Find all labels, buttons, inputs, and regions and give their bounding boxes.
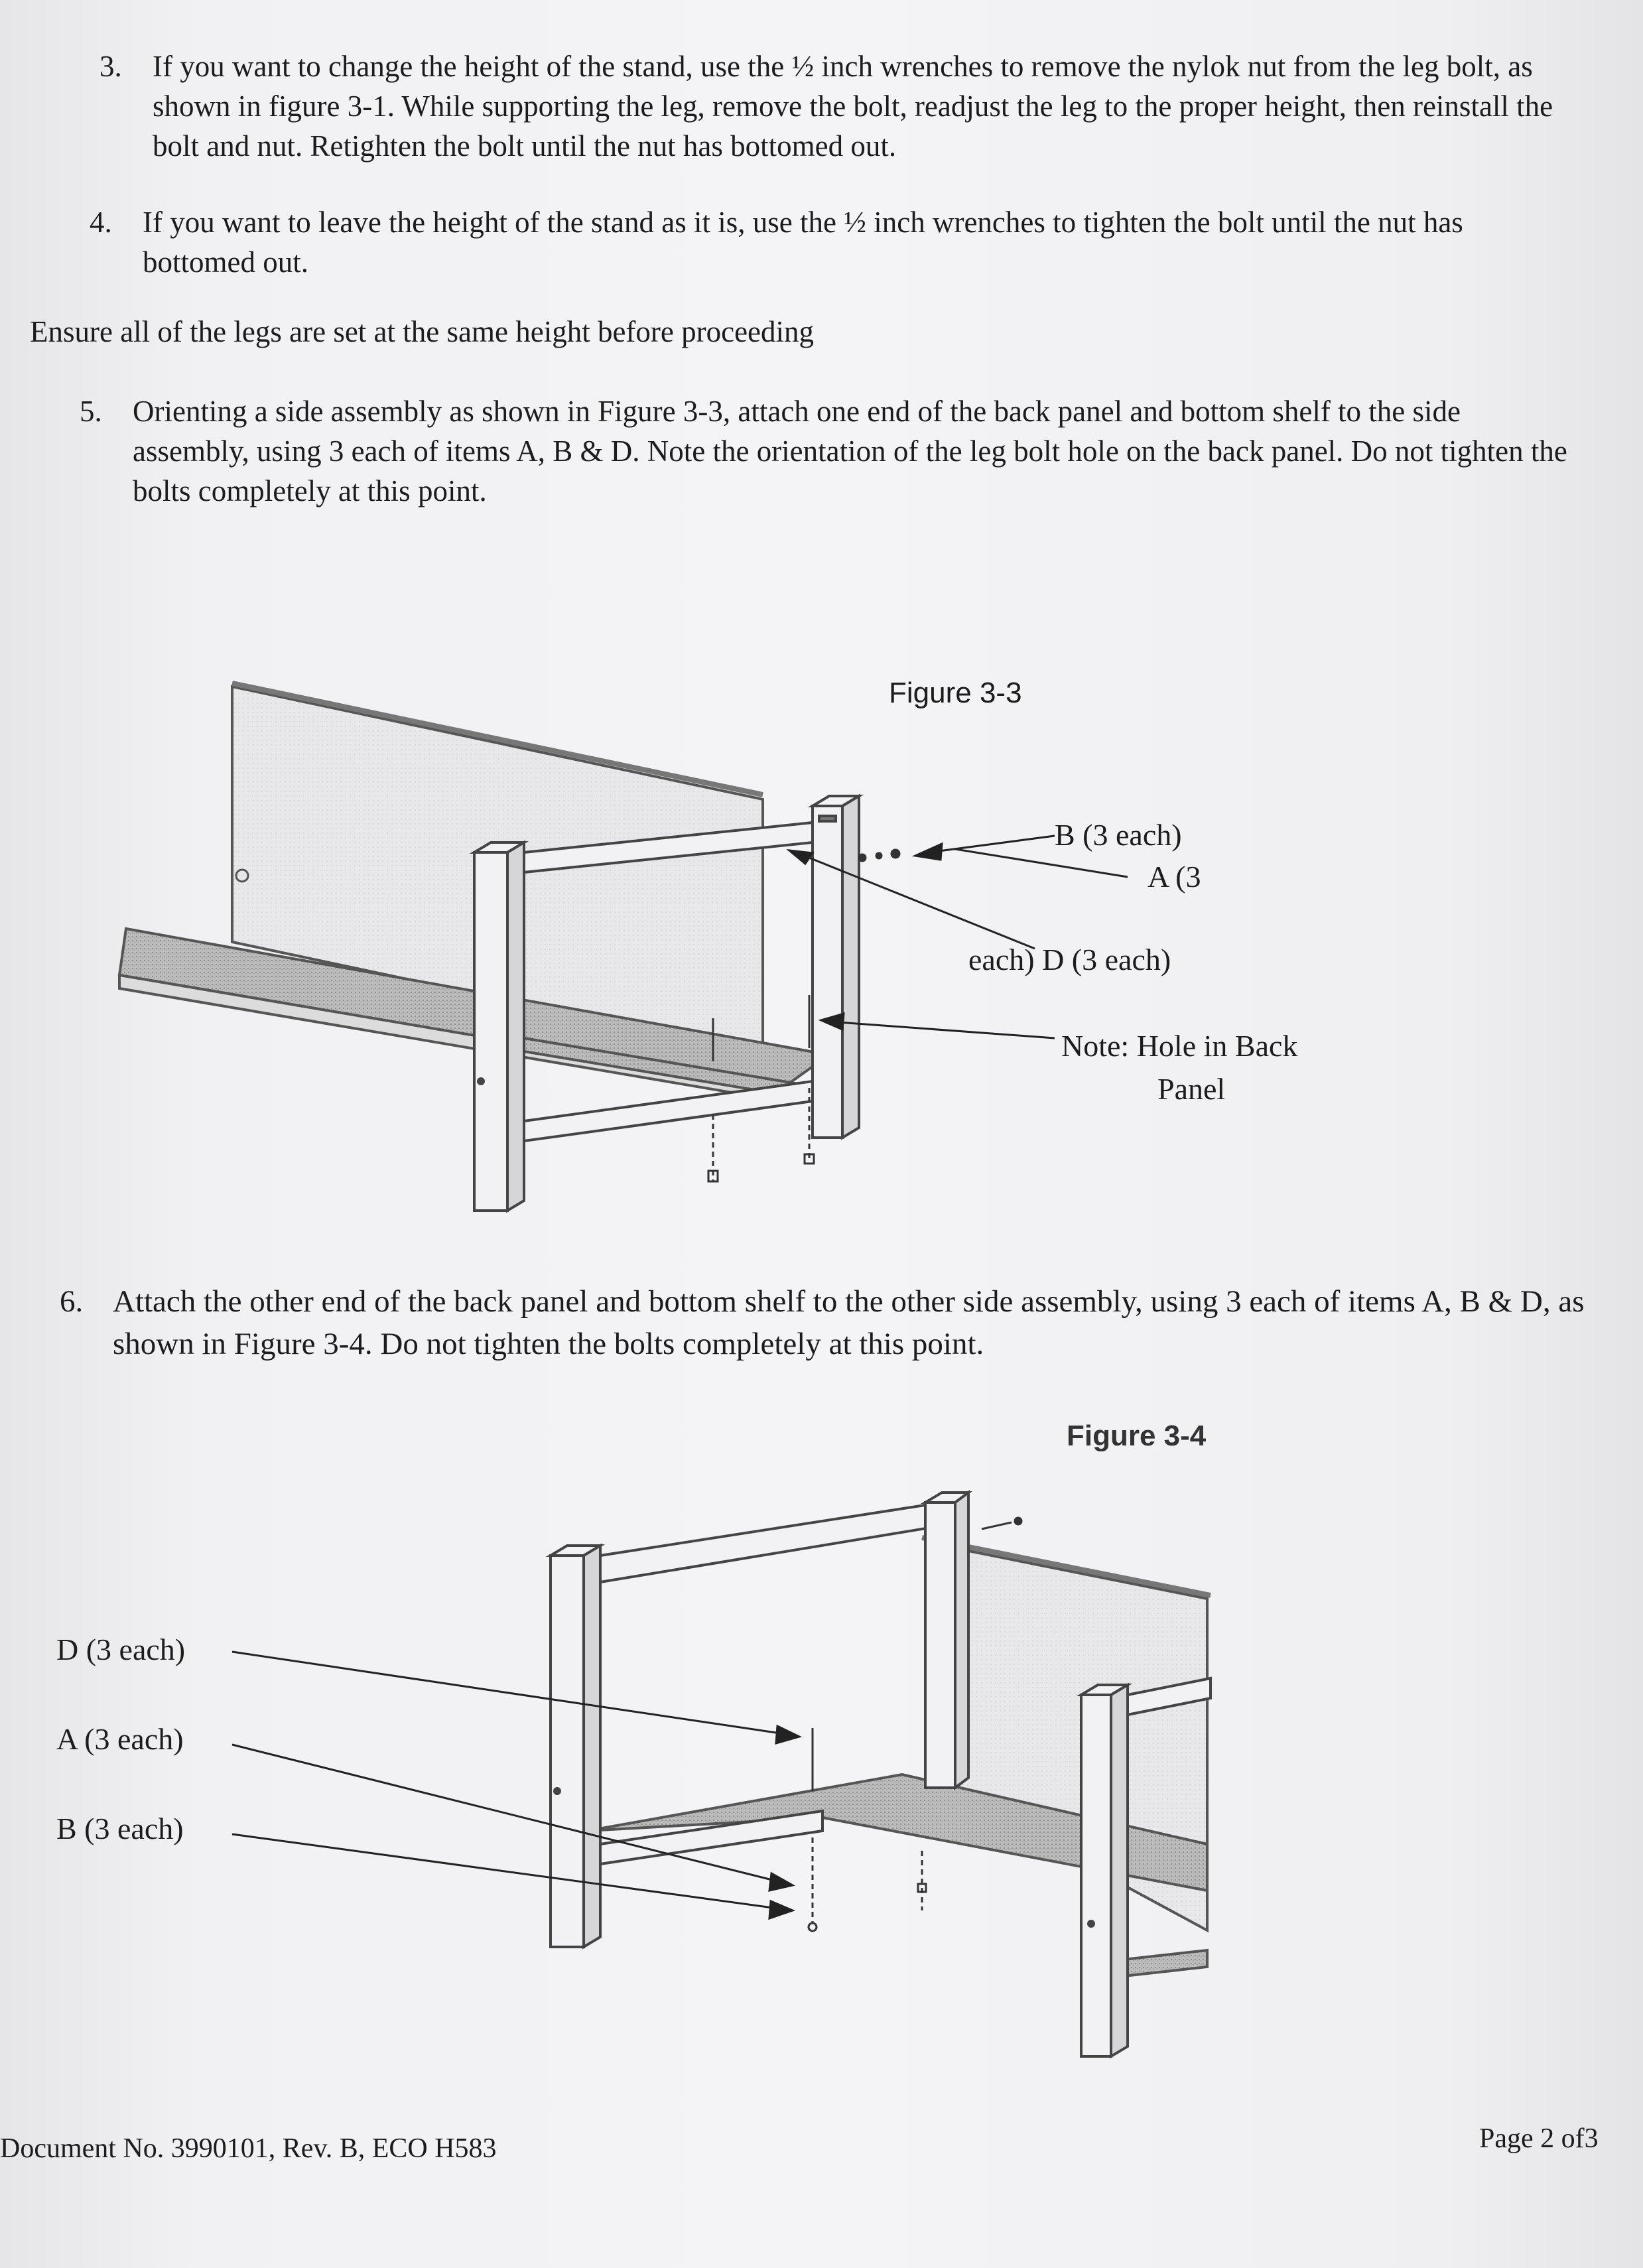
step-text: If you want to change the height of the stand, use the ½ inch wrenches to remove the nylok nut from the leg bolt, as shown in figure 3-1. While supporting the leg, remove the bolt, readjust the leg to the proper height, then reinstall the bolt and nut. Retighten the bolt until the nut has bottomed out. [153,50,1553,163]
step-number: 6. [60,1284,84,1319]
callout-a-d-3-each: each) D (3 each) [968,943,1171,976]
figure-3-4-leaders [232,1652,799,1918]
step-number: 3. [99,50,122,83]
figure-3-3-title: Figure 3-3 [889,677,1022,709]
callout-d-3-each: D (3 each) [56,1633,186,1666]
height-note: Ensure all of the legs are set at the same height before proceeding [30,315,815,348]
step-text: If you want to leave the height of the stand as it is, use the ½ inch wrenches to tighten the bolt until the nut has bottomed out. [143,206,1463,279]
step-text: Attach the other end of the back panel and bottom shelf to the other side assembly, using 3 each of items A, B & D, as shown in Figure 3-4. Do not tighten the bolts completely at this point. [113,1284,1585,1361]
step-number: 4. [90,206,112,239]
step-number: 5. [80,395,102,428]
figure-3-4-drawing [232,1493,1211,2056]
callout-a-3: A (3 [1148,860,1201,894]
callout-a-3-each: A (3 each) [56,1722,184,1756]
step-text: Orienting a side assembly as shown in Figure 3-3, attach one end of the back panel and bottom shelf to the side assembly, using 3 each of items A, B & D. Note the orientation of the leg bolt hole on the back panel. Do not tighten the bolts completely at this point. [133,395,1567,507]
figure-3-4-title: Figure 3-4 [1067,1420,1207,1452]
page-number: Page 2 of3 [1479,2123,1599,2154]
callout-b-3-each: B (3 each) [1055,818,1182,852]
callout-b-3-each-2: B (3 each) [56,1812,184,1845]
callout-note-hole: Note: Hole in Back [1061,1029,1298,1063]
callout-note-panel: Panel [1157,1072,1226,1106]
document-number: Document No. 3990101, Rev. B, ECO H583 [0,2133,497,2164]
